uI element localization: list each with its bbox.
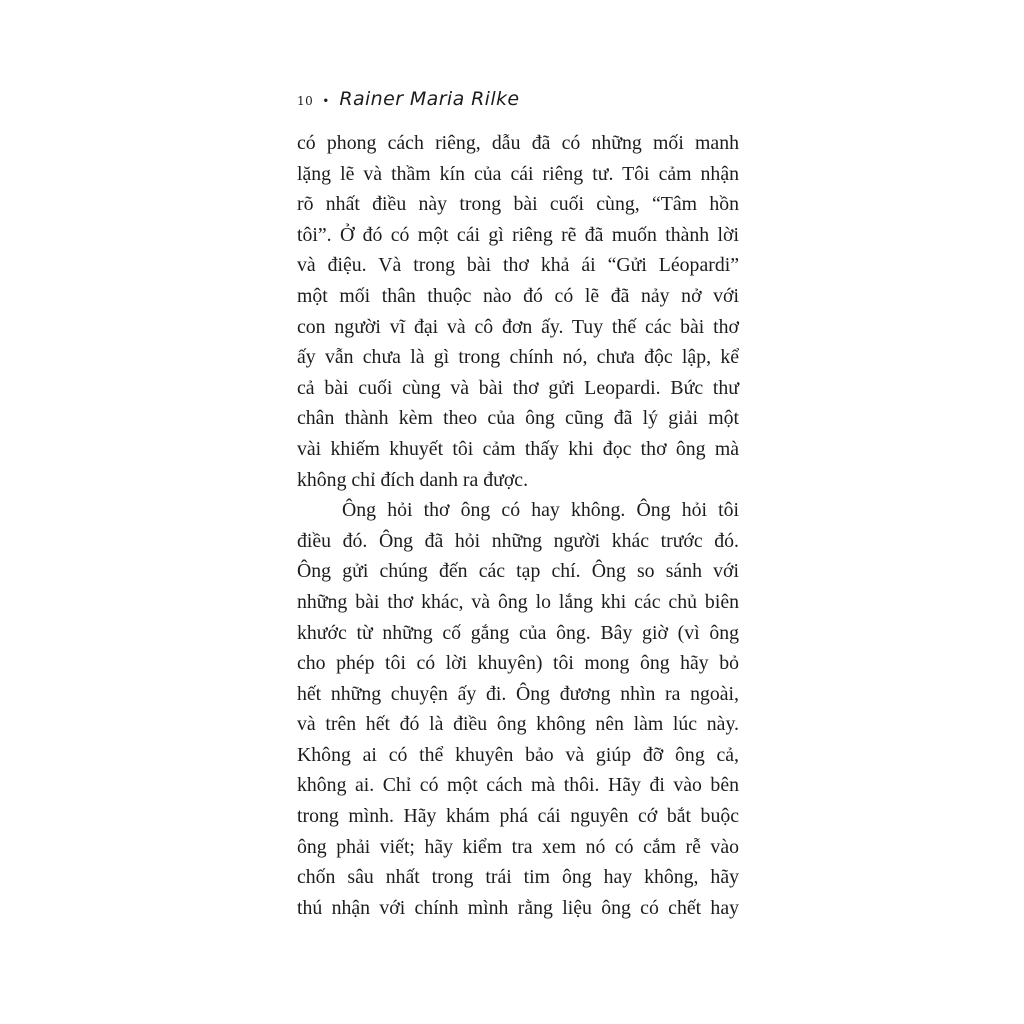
text-line: khước từ những cố gắng của ông. Bây giờ (vì ông <box>297 621 739 644</box>
text-line: có phong cách riêng, dẫu đã có những mối manh <box>297 132 739 154</box>
text-line: lặng lẽ và thầm kín của cái riêng tư. Tôi cảm nhận <box>297 162 739 185</box>
text-line: cho phép tôi có lời khuyên) tôi mong ông hãy bỏ <box>297 652 739 675</box>
text-line: Ông gửi chúng đến các tạp chí. Ông so sánh với <box>297 560 739 583</box>
paragraph-1 <box>297 128 739 495</box>
text-line: ông phải viết; hãy kiểm tra xem nó có cắm rễ vào <box>297 835 739 858</box>
text-line: chân thành kèm theo của ông cũng đã lý giải một <box>297 407 739 430</box>
text-line: tôi”. Ở đó có một cái gì riêng rẽ đã muốn thành lời <box>297 223 739 246</box>
text-line: vài khiếm khuyết tôi cảm thấy khi đọc thơ ông mà <box>297 437 739 460</box>
text-line: Không ai có thể khuyên bảo và giúp đỡ ông cả, <box>297 743 739 766</box>
text-line: hết những chuyện ấy đi. Ông đương nhìn ra ngoài, <box>297 682 739 705</box>
text-line: rõ nhất điều này trong bài cuối cùng, “Tâm hồn <box>297 193 739 216</box>
header-separator: • <box>322 94 330 108</box>
text-line: không chỉ đích danh ra được. <box>297 468 529 491</box>
text-line: Ông hỏi thơ ông có hay không. Ông hỏi tôi <box>342 499 739 522</box>
text-line: và điệu. Và trong bài thơ khả ái “Gửi Léopardi” <box>297 254 739 277</box>
text-line: điều đó. Ông đã hỏi những người khác trước đó. <box>297 529 739 552</box>
body-text <box>297 128 739 923</box>
text-line: không ai. Chỉ có một cách mà thôi. Hãy đi vào bên <box>297 774 739 797</box>
author-name: Rainer Maria Rilke <box>339 88 520 110</box>
text-line: những bài thơ khác, và ông lo lắng khi các chủ biên <box>297 590 739 613</box>
running-head <box>297 88 739 118</box>
book-page <box>297 88 739 923</box>
text-line: cả bài cuối cùng và bài thơ gửi Leopardi. Bức thư <box>297 376 739 399</box>
text-line: ấy vẫn chưa là gì trong chính nó, chưa độc lập, kể <box>297 346 739 369</box>
text-line: thú nhận với chính mình rằng liệu ông có chết hay <box>297 896 739 919</box>
page-number: 10 <box>297 94 314 108</box>
text-line: trong mình. Hãy khám phá cái nguyên cớ bắt buộc <box>297 805 739 828</box>
text-line: và trên hết đó là điều ông không nên làm lúc này. <box>297 713 739 736</box>
text-line: một mối thân thuộc nào đó có lẽ đã nảy nở với <box>297 284 739 307</box>
text-line: con người vĩ đại và cô đơn ấy. Tuy thế các bài thơ <box>297 315 739 338</box>
text-line: chốn sâu nhất trong trái tim ông hay không, hãy <box>297 866 739 889</box>
paragraph-2 <box>297 495 739 923</box>
